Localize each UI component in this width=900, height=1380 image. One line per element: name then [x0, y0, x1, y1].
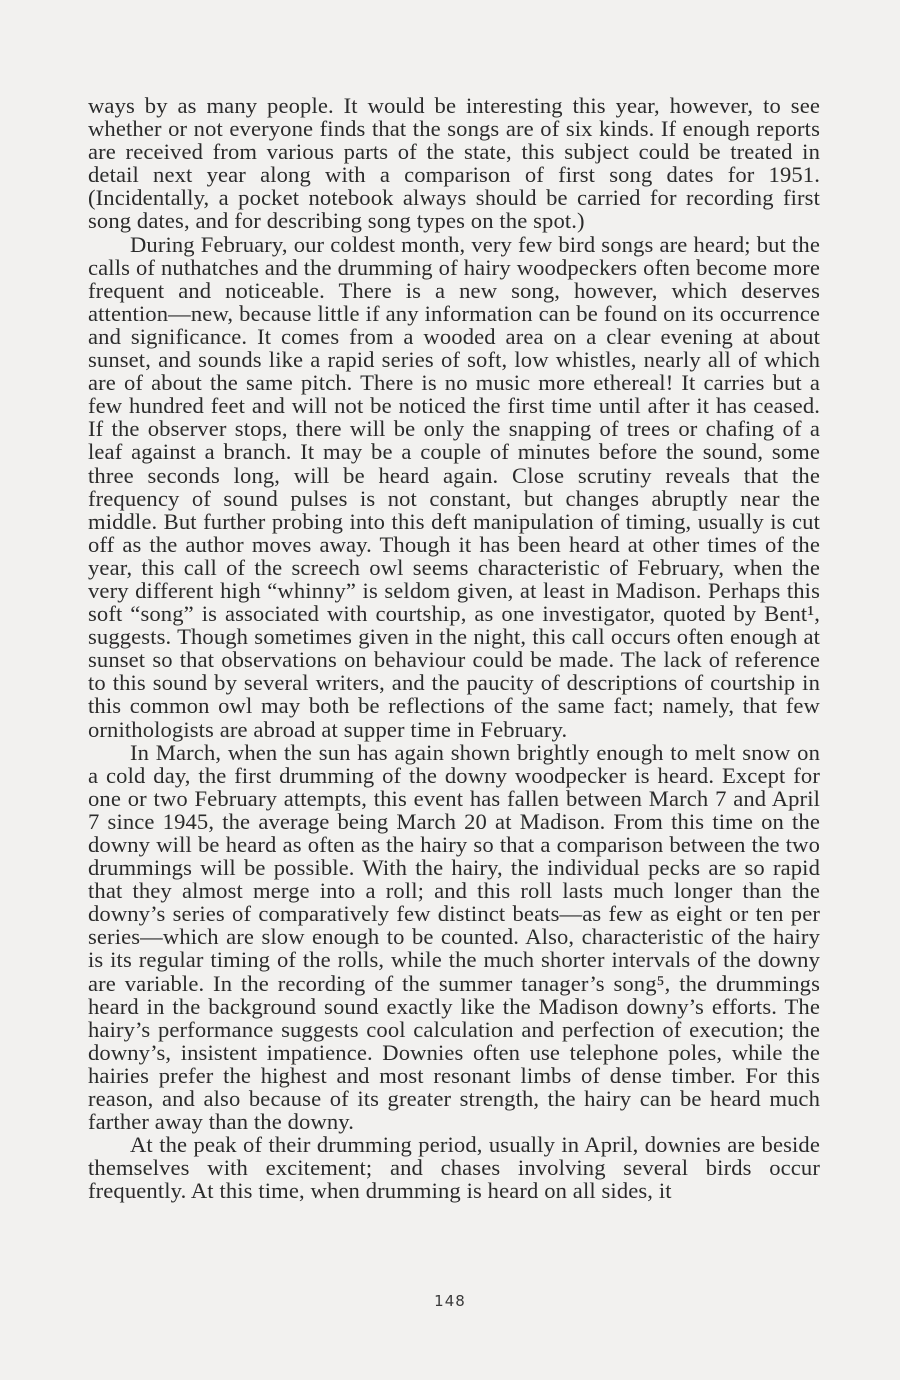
paragraph-song-kinds: ways by as many people. It would be interesting this year, however, to see whether or not everyone finds that the songs are of six kinds. If enough reports are received from various parts of the state, this subject could be treated in detail next year along with a comparison of first song dates for 1951. (Incidentally, a pocket notebook always should be carried for recording first song dates, and for describing song types on the spot.) — [88, 93, 820, 234]
paragraph-april-drumming-peak: At the peak of their drumming period, usually in April, downies are beside themselves with excitement; and chases involving several birds occur frequently. At this time, when drumming is heard on all sides, it — [88, 1132, 820, 1204]
paragraph-march-downy-drumming: In March, when the sun has again shown brightly enough to melt snow on a cold day, the first drumming of the downy woodpecker is heard. Except for one or two February attempts, this event has fallen between March 7 and April 7 since 1945, the average being March 20 at Madison. From this time on the downy will be heard as often as the hairy so that a comparison between the two drummings will be possible. With the hairy, the individual pecks are so rapid that they almost merge into a roll; and this roll lasts much longer than the downy’s series of comparatively few distinct beats—as few as eight or ten per series—which are slow enough to be counted. Also, characteristic of the hairy is its regular timing of the rolls, while the much shorter intervals of the downy are variable. In the recording of the summer tanager’s song⁵, the drummings heard in the background sound exactly like the Madison downy’s efforts. The hairy’s performance suggests cool calculation and perfection of execution; the downy’s, insistent impatience. Downies often use telephone poles, while the hairies prefer the highest and most resonant limbs of dense timber. For this reason, and also because of its greater strength, the hairy can be heard much farther away than the downy. — [88, 739, 820, 1135]
paragraph-february-screech-owl: During February, our coldest month, very few bird songs are heard; but the calls of nuthatches and the drumming of hairy woodpeckers often become more frequent and noticeable. There is a new song, however, which deserves attention—new, because little if any information can be found on its occurrence and significance. It comes from a wooded area on a clear evening at about sunset, and sounds like a rapid series of soft, low whistles, nearly all of which are of about the same pitch. There is no music more ethereal! It carries but a few hundred feet and will not be noticed the first time until after it has ceased. If the observer stops, there will be only the snapping of trees or chafing of a leaf against a branch. It may be a couple of minutes before the sound, some three seconds long, will be heard again. Close scrutiny reveals that the frequency of sound pulses is not constant, but changes abruptly near the middle. But further probing into this deft manipulation of timing, usually is cut off as the author moves away. Though it has been heard at other times of the year, this call of the screech owl seems characteristic of February, when the very different high “whinny” is seldom given, at least in Madison. Perhaps this soft “song” is associated with courtship, as one investigator, quoted by Bent¹, suggests. Though sometimes given in the night, this call occurs often enough at sunset so that observations on behaviour could be made. The lack of reference to this sound by several writers, and the paucity of descriptions of courtship in this common owl may both be reflections of the same fact; namely, that few ornithologists are abroad at supper time in February. — [88, 231, 820, 742]
page-number: 148 — [434, 1292, 466, 1310]
body-text — [88, 94, 820, 1203]
